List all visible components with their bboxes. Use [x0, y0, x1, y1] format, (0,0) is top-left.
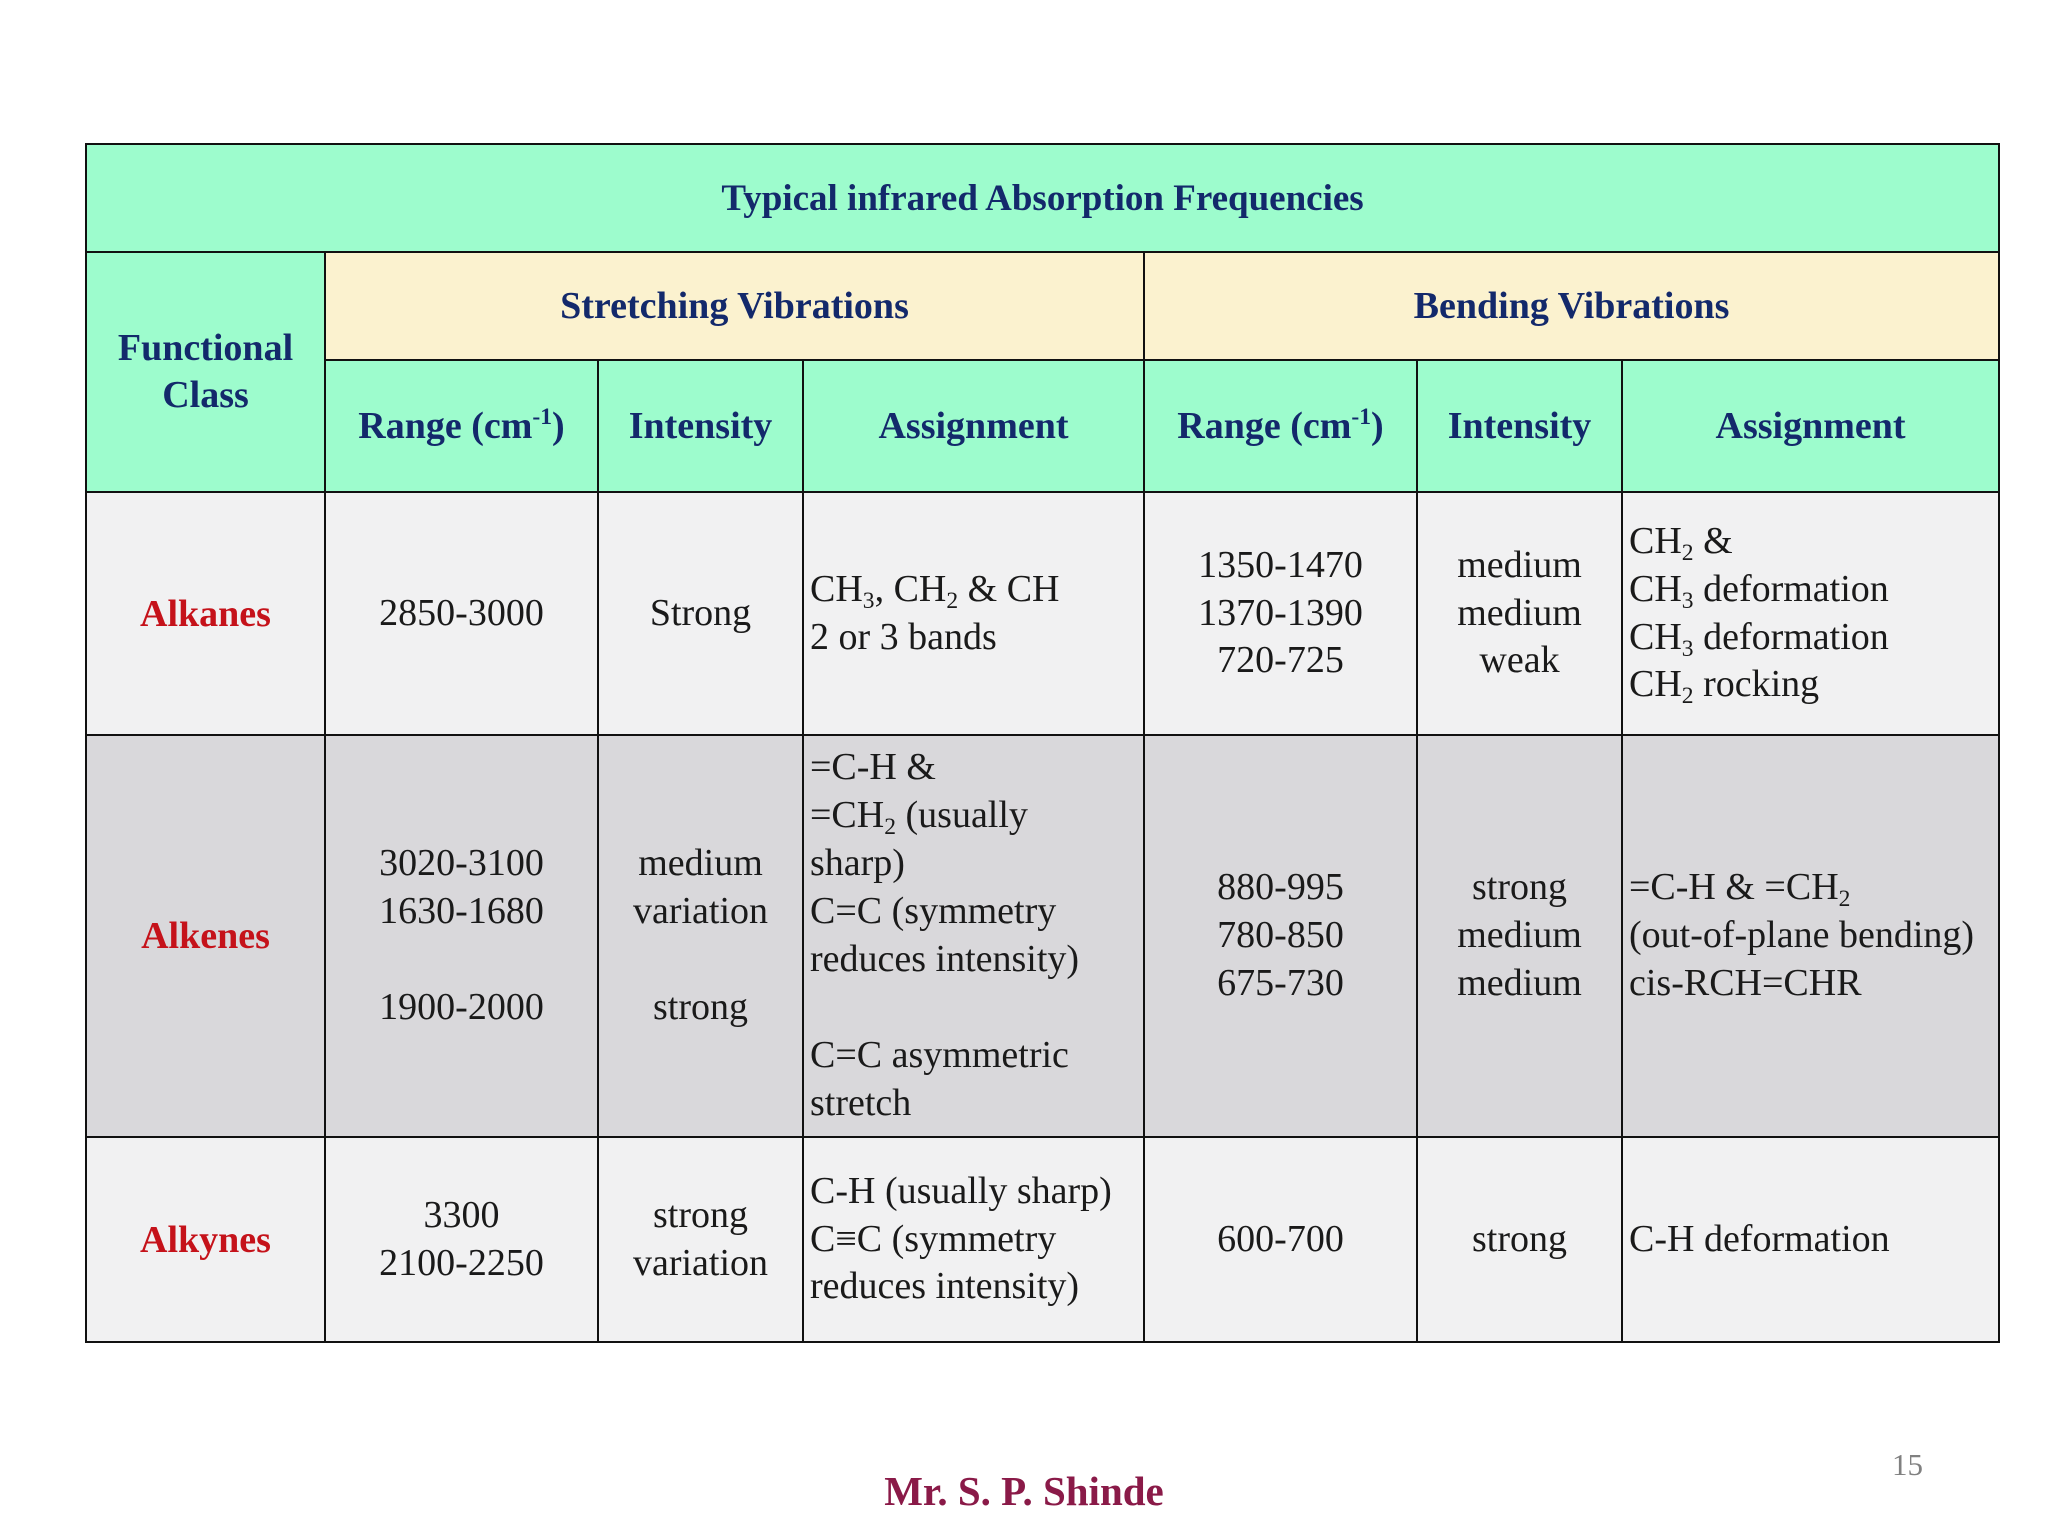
ir-frequency-table — [85, 143, 2000, 1343]
alkynes-stretch-assignment: C-H (usually sharp) C≡C (symmetry reduces intensity) — [803, 1137, 1144, 1342]
alkenes-bend-range: 880-995 780-850 675-730 — [1144, 735, 1417, 1137]
alkenes-bend-assignment: =C-H & $=CH_2$ (out-of-plane bending) cis-RCH=CHR — [1622, 735, 1999, 1137]
stretch-assignment-header: Assignment — [803, 360, 1144, 492]
stretch-range-header: Range $(cm^{-1})$ — [325, 360, 598, 492]
alkynes-stretch-intensity: strong variation — [598, 1137, 803, 1342]
alkynes-bend-intensity: strong — [1417, 1137, 1622, 1342]
table-row-alkanes — [86, 492, 1999, 735]
alkanes-bend-range: 1350-1470 1370-1390 720-725 — [1144, 492, 1417, 735]
alkenes-stretch-assignment: =C-H & $=CH_2$ (usually sharp) C=C (symmetry reduces intensity) C=C asymmetric stretch — [803, 735, 1144, 1137]
alkanes-stretch-range: 2850-3000 — [325, 492, 598, 735]
alkanes-stretch-assignment: $CH_3$, $CH_2$ & CH 2 or 3 bands — [803, 492, 1144, 735]
alkynes-stretch-range: 3300 2100-2250 — [325, 1137, 598, 1342]
functional-class-line-1: Functional — [117, 326, 294, 369]
bending-vibrations-header: Bending Vibrations — [1144, 252, 1999, 360]
table-title: Typical infrared Absorption Frequencies — [86, 144, 1999, 252]
alkanes-bend-assignment: $CH_2$ & $CH_3$ deformation $CH_3$ deformation $CH_2$ rocking — [1622, 492, 1999, 735]
class-name-alkynes: Alkynes — [86, 1137, 325, 1342]
alkanes-bend-intensity: medium medium weak — [1417, 492, 1622, 735]
bend-intensity-header: Intensity — [1417, 360, 1622, 492]
stretching-vibrations-header: Stretching Vibrations — [325, 252, 1144, 360]
alkenes-stretch-intensity: medium variation strong — [598, 735, 803, 1137]
functional-class-header — [86, 252, 325, 492]
bend-range-header: Range $(cm^{-1})$ — [1144, 360, 1417, 492]
class-name-alkanes: Alkanes — [86, 492, 325, 735]
class-name-alkenes: Alkenes — [86, 735, 325, 1137]
bend-assignment-header: Assignment — [1622, 360, 1999, 492]
functional-class-line-2: Class — [162, 374, 249, 416]
author-name: Mr. S. P. Shinde — [884, 1468, 1164, 1514]
alkenes-stretch-range: 3020-3100 1630-1680 1900-2000 — [325, 735, 598, 1137]
alkanes-stretch-intensity: Strong — [598, 492, 803, 735]
alkenes-bend-intensity: strong medium medium — [1417, 735, 1622, 1137]
table-row-alkenes — [86, 735, 1999, 1137]
stretch-intensity-header: Intensity — [598, 360, 803, 492]
alkynes-bend-assignment: C-H deformation — [1622, 1137, 1999, 1342]
alkynes-bend-range: 600-700 — [1144, 1137, 1417, 1342]
table-row-alkynes — [86, 1137, 1999, 1342]
page-number: 15 — [1892, 1447, 1923, 1482]
